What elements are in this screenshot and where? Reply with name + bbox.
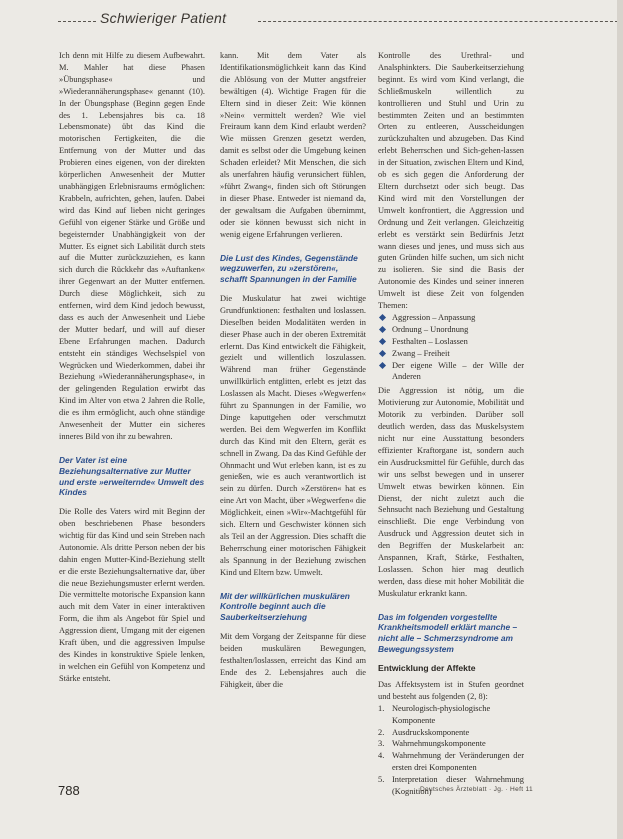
body-paragraph: kann. Mit dem Vater als Identifikationsmöglichkeit kann das Kind die Ablösung von der Mutter angstfreier bewältigen (4). Wichtige Fragen für die Eltern sind in dieser Zeit: Wie können »Nein« vermittelt werden? Wie viel Freiraum kann dem Kind erlaubt werden? Wie müssen Grenzen gesetzt werden, damit es selbst oder die Umgebung keinen Schaden erleidet? Mit Menschen, die sich als unerfahren häufig verunsichert fühlen, »führt Zwang«, finden sich oft Störungen in dieser Phase. Entweder ist niemand da, der gewaltsam die Aufgaben übernimmt, oder sie können bewusst sich nicht in wenig eigene Erfahrungen verlieren. [220,51,366,239]
list-item: Der eigene Wille – der Wille der Anderen [378,360,524,384]
list-item: Aggression – Anpassung [378,312,524,324]
section-heading: Mit der willkürlichen muskulären Kontrolle beginnt auch die Sauberkeitserziehung [220,590,350,623]
text-column-1 [59,50,205,685]
text-column-3 [378,50,524,798]
scan-edge-shadow [617,0,623,839]
running-header-title: Schwieriger Patient [100,10,227,26]
theme-list [378,312,524,383]
journal-footer: Deutsches Ärzteblatt · Jg. · Heft 11 [420,786,533,793]
section-heading: Die Lust des Kindes, Gegenstände wegzuwerfen, zu »zerstören«, schafft Spannungen in der Familie [220,252,358,285]
body-paragraph: Das Affektsystem ist in Stufen geordnet und besteht aus folgenden (2, 8): [378,679,524,701]
numbered-list [378,703,524,798]
body-paragraph: Die Aggression ist nötig, um die Motivierung zur Autonomie, Mobilität und Motorik zu verbinden. Darüber soll deutlich werden, dass das Muskelsystem nicht nur eine Ausstattung besonders effizienter Kraftorgane ist, sondern auch ein Ausdrucksmittel für Gefühle, durch das wir uns selbst bewegen und in unserer Umwelt etwas bewirken können. Ein Dienst, der nicht zuletzt auch die Sehnsucht nach Beziehung und Gestaltung einschließt. Die enge Verbindung von Ausdruck und Aggression deutet sich in den Begriffen der Muskelarbeit an: Anspannen, Kraft, Stärke, Festhalten, Loslassen. Schon hier mag deutlich werden, dass diese mit hoher Mobilität die Muskulatur erkrankt kann. [378,386,524,598]
list-item: 3. Wahrnehmungskomponente [378,739,486,749]
diamond-bullet-icon [379,314,386,321]
list-item: 1. Neurologisch-physiologische Komponente [378,703,491,725]
list-item: Festhalten – Loslassen [378,336,524,348]
diamond-bullet-icon [379,326,386,333]
section-heading: Das im folgenden vorgestellte Krankheitsmodell erklärt manche – nicht alle – Schmerzsyndrome am Bewegungssystem [378,611,518,655]
body-paragraph: Ich denn mit Hilfe zu diesem Aufbewahrt. M. Mahler hat diese Phasen »Übungsphase« und »Wiederannäherungsphase« genannt (10). In der Übungsphase (Beginn gegen Ende des 1. Lebensjahres bis ca. 18 Lebensmonate) übt das Kind die motorischen Fertigkeiten, die die Entfernung von der Mutter und das Probieren eines eigenen, von der direkten körperlichen Anwesenheit der Mutter unabhängigen Erlebnisraums ermöglichen: Krabbeln, aufrichten, gehen, laufen. Dabei wird das Kind auf lieben nicht geringes Gefühl von eigener Stärke und Größe und begeisternder Unabhängigkeit von der Mutter. Es eignet sich Labilität durch stets auf die Mutter zurückzuziehen, es kann sich durch die Rückkehr das »Auftanken« ihrer Gegenwart an der Mutter entfernen. Durch diese Möglichkeit, sich zu entfernen, wird dem Kind jedoch bewusst, dass es auch der Anwesenheit und Liebe der Mutter bedarf, und will auf dieser Ebene Erfahrungen machen. Dadurch entsteht ein ständiges Wechselspiel von Wegrücken und Wiederkommen, dabei ihr Beziehung »Wiederannäherungsphase«, in der gelingenden Regulation erwirbt das Kind im Alter von etwa 2 Jahren die Rolle, die es ihm ermöglicht, auch ohne ständige Anwesenheit der Mutter ein sicheres inneres Bild von ihr zu bewahren. [59,51,205,441]
list-item: Zwang – Freiheit [378,348,524,360]
header-rule-right [258,21,618,22]
body-paragraph: Die Rolle des Vaters wird mit Beginn der oben beschriebenen Phase besonders wichtig für das Kind und sein Streben nach Autonomie. Als dritte Person neben der bis dahin engen Mutter-Kind-Beziehung stellt er die erste Beziehungsalternative dar, über die neue Beziehungsmuster erlernt werden. Die vermittelte motorische Expansion kann auch mit dem Vater in einer interaktiven Form, die ihm als Angebot für Spiel und Aggression dient, Umgang mit der eigenen Kraft üben, und die aggressiven Impulse des Kindes in konstruktive Spiele lenken, in welchen ein Gefühl von Kompetenz und Stärke entsteht. [59,507,205,683]
section-heading: Der Vater ist eine Beziehungsalternative zur Mutter und erste »erweiternde« Umwelt des Kindes [59,454,205,498]
list-item: Ordnung – Unordnung [378,324,524,336]
list-item: 4. Wahrnehmung der Veränderungen der ersten drei Komponenten [378,751,524,773]
running-header [58,10,578,32]
page-number: 788 [58,783,80,798]
body-paragraph: Die Muskulatur hat zwei wichtige Grundfunktionen: festhalten und loslassen. Dieselben beiden Modalitäten werden in dieser Phase auch in der oberen Extremität erlernt. Das Kind entwickelt die Fähigkeit, gezielt und willentlich loszulassen. Während man früher Gegenstände unwillkürlich entglitten, erlebt es jetzt das Loslassen als Macht. Dieses »Wegwerfen« führt zu Spannungen in der Familie, wo Dinge kaputtgehen oder verschmutzt werden. Bei dem Wegwerfen im Konflikt durch das Kind mit den Eltern, gerät es schnell in Zwang. Da das Kind Gefühle der Ohnmacht und Wut erleben kann, ist es zu genießen, wie es auch verantwortlich ist sein zu dürfen. Durch »Zerstören« hat es eine Art von Macht, über »Wegwerfen« die Möglichkeit, einen »Wir«-Machtgefühl für sich. Eltern und Geschwister können sich als Teil an der Aggression. Dies schafft die Beherrschung einer motorischen Fähigkeit als Spannung in der Beziehung zwischen Kind und Eltern bzw. Umwelt. [220,293,366,577]
diamond-bullet-icon [379,362,386,369]
list-item: 5. Interpretation dieser Wahrnehmung (Kognition) [378,775,524,797]
header-rule-left [58,21,96,22]
diamond-bullet-icon [379,350,386,357]
subsection-heading: Entwicklung der Affekte [378,662,476,673]
text-column-2 [220,50,366,691]
list-item: 2. Ausdruckskomponente [378,727,470,737]
diamond-bullet-icon [379,338,386,345]
body-paragraph: Kontrolle des Urethral- und Analsphinkters. Die Sauberkeitserziehung beginnt. Es wird vom Kind verlangt, die Schließmuskeln willentlich zu kontrollieren und Stuhl und Urin zu bestimmten Zeiten und an bestimmten Orten zu entleeren, Ausscheidungen zurückzuhalten und abzugeben. Das Kind erlebt Beherrschen und Sich-gehen-lassen in der Situation, zwischen Eltern und Kind, ob es sich gegen die Anforderung der Eltern durchsetzt oder sich beugt. Das Kind wird mit den Vorstellungen der Umwelt konfrontiert, die Aggression und Ordnung und Zeit verlangen. Gleichzeitig erlebt es verstärkt sein Bedürfnis Jetzt wann dieses und jenes, und muss sich aus guten Gründen hilfe suchen, um sich nicht zu isolieren. Sie sind die Basis der Autonomie des Kindes und seiner inneren Umwelt ist diese Zeit von folgenden Themen: [378,51,524,311]
body-paragraph: Mit dem Vorgang der Zeitspanne für diese beiden muskulären Bewegungen, festhalten/loslassen, erreicht das Kind am Ende des 2. Lebensjahres auch die Fähigkeit, über die [220,632,366,689]
